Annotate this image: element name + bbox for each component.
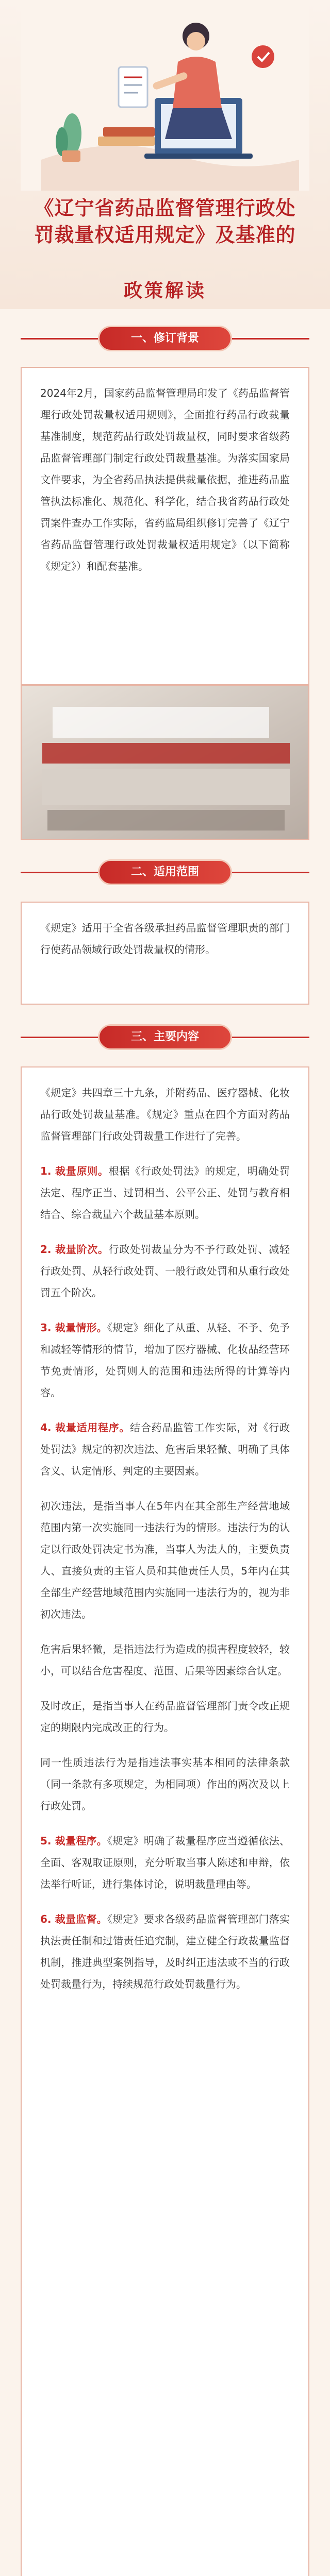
content-extra: 初次违法，是指当事人在5年内在其全部生产经营地域范围内第一次实施同一违法行为的情形。违法行为的认定以行政处罚决定书为准，当事人为法人的，主要负责人、直接负责的主管人员和其他责任人员，5年内在其全部生产经营地域范围内实施同一违法行为的，视为非初次违法。 <box>40 1500 290 1620</box>
background-card <box>21 367 309 685</box>
item-lead: 4. 裁量适用程序。 <box>40 1421 130 1434</box>
item-text: 《规定》明确了裁量程序应当遵循依法、全面、客观取证原则，充分听取当事人陈述和申辩，依法举行听证，进行集体讨论，说明裁量理由等。 <box>40 1835 290 1890</box>
document-image <box>22 686 309 840</box>
section-heading: 三、主要内容 <box>98 1024 232 1050</box>
content-card <box>21 1066 309 2576</box>
content-item <box>40 1908 290 1995</box>
hero <box>0 0 330 309</box>
background-paragraph: 2024年2月，国家药品监督管理局印发了《药品监督管理行政处罚裁量权适用规则》，全面推行药品行政裁量基准制度，规范药品行政处罚裁量权，同时要求省级药品监督管理部门制定行政处罚裁量基准。为落实国家局文件要求，为全省药品执法提供裁量依据，推进药品监管执法标准化、规范化、科学化，结合我省药品行政处罚案件查办工作实际，省药监局组织修订完善了《辽宁省药品监督管理行政处罚裁量权适用规定》（以下简称《规定》）和配套基准。 <box>40 387 290 572</box>
content-item <box>40 1830 290 1895</box>
item-lead: 3. 裁量情形。 <box>40 1321 107 1334</box>
content-item <box>40 1417 290 1482</box>
page-subtitle: 政策解读 <box>123 280 206 301</box>
content-extra: 及时改正，是指当事人在药品监督管理部门责令改正规定的期限内完成改正的行为。 <box>40 1700 290 1734</box>
content-extra: 同一性质违法行为是指违法事实基本相同的法律条款（同一条款有多项规定，为相同项）作出的两次及以上行政处罚。 <box>40 1756 290 1812</box>
content-extra: 危害后果轻微，是指违法行为造成的损害程度较轻，较小，可以结合危害程度、范围、后果等因素综合认定。 <box>40 1643 290 1677</box>
item-lead: 2. 裁量阶次。 <box>40 1243 109 1256</box>
scope-card <box>21 902 309 1005</box>
item-text: 结合药品监管工作实际，对《行政处罚法》规定的初次违法、危害后果轻微、明确了具体含义、认定情形、判定的主要因素。 <box>40 1421 290 1477</box>
item-text: 根据《行政处罚法》的规定，明确处罚法定、程序正当、过罚相当、公平公正、处罚与教育相结合、综合裁量六个裁量基本原则。 <box>40 1165 290 1221</box>
content-intro: 《规定》共四章三十九条，并附药品、医疗器械、化妆品行政处罚裁量基准。《规定》重点在四个方面对药品监督管理部门行政处罚裁量工作进行了完善。 <box>40 1087 290 1142</box>
item-text: 《规定》细化了从重、从轻、不予、免予和减轻等情形的情节，增加了医疗器械、化妆品经营环节免责情形，处罚则人的范围和违法所得的计算等内容。 <box>40 1321 290 1399</box>
item-lead: 6. 裁量监督。 <box>40 1913 107 1925</box>
section-banner-scope <box>21 849 309 895</box>
page-title <box>15 195 315 248</box>
item-lead: 1. 裁量原则。 <box>40 1165 109 1177</box>
content-item <box>40 1239 290 1303</box>
title-line-1: 《辽宁省药品监督管理行政处 <box>34 197 296 219</box>
document-photo <box>21 685 309 840</box>
section-banner-background <box>21 315 309 362</box>
section-heading: 一、修订背景 <box>98 326 232 351</box>
item-lead: 5. 裁量程序。 <box>40 1835 107 1847</box>
scope-paragraph: 《规定》适用于全省各级承担药品监督管理职责的部门行使药品领域行政处罚裁量权的情形。 <box>40 922 290 956</box>
content-item <box>40 1317 290 1403</box>
title-line-2: 罚裁量权适用规定》及基准的 <box>34 224 296 246</box>
content-item <box>40 1160 290 1225</box>
item-text: 行政处罚裁量分为不予行政处罚、减轻行政处罚、从轻行政处罚、一般行政处罚和从重行政处罚五个阶次。 <box>40 1243 290 1299</box>
item-text: 《规定》要求各级药品监督管理部门落实执法责任制和过错责任追究制，建立健全行政裁量监督机制，推进典型案例指导，及时纠正违法或不当的行政处罚裁量行为，持续规范行政处罚裁量行为。 <box>40 1913 290 1990</box>
section-heading: 二、适用范围 <box>98 859 232 885</box>
section-banner-content <box>21 1014 309 1060</box>
hero-illustration <box>21 5 309 191</box>
